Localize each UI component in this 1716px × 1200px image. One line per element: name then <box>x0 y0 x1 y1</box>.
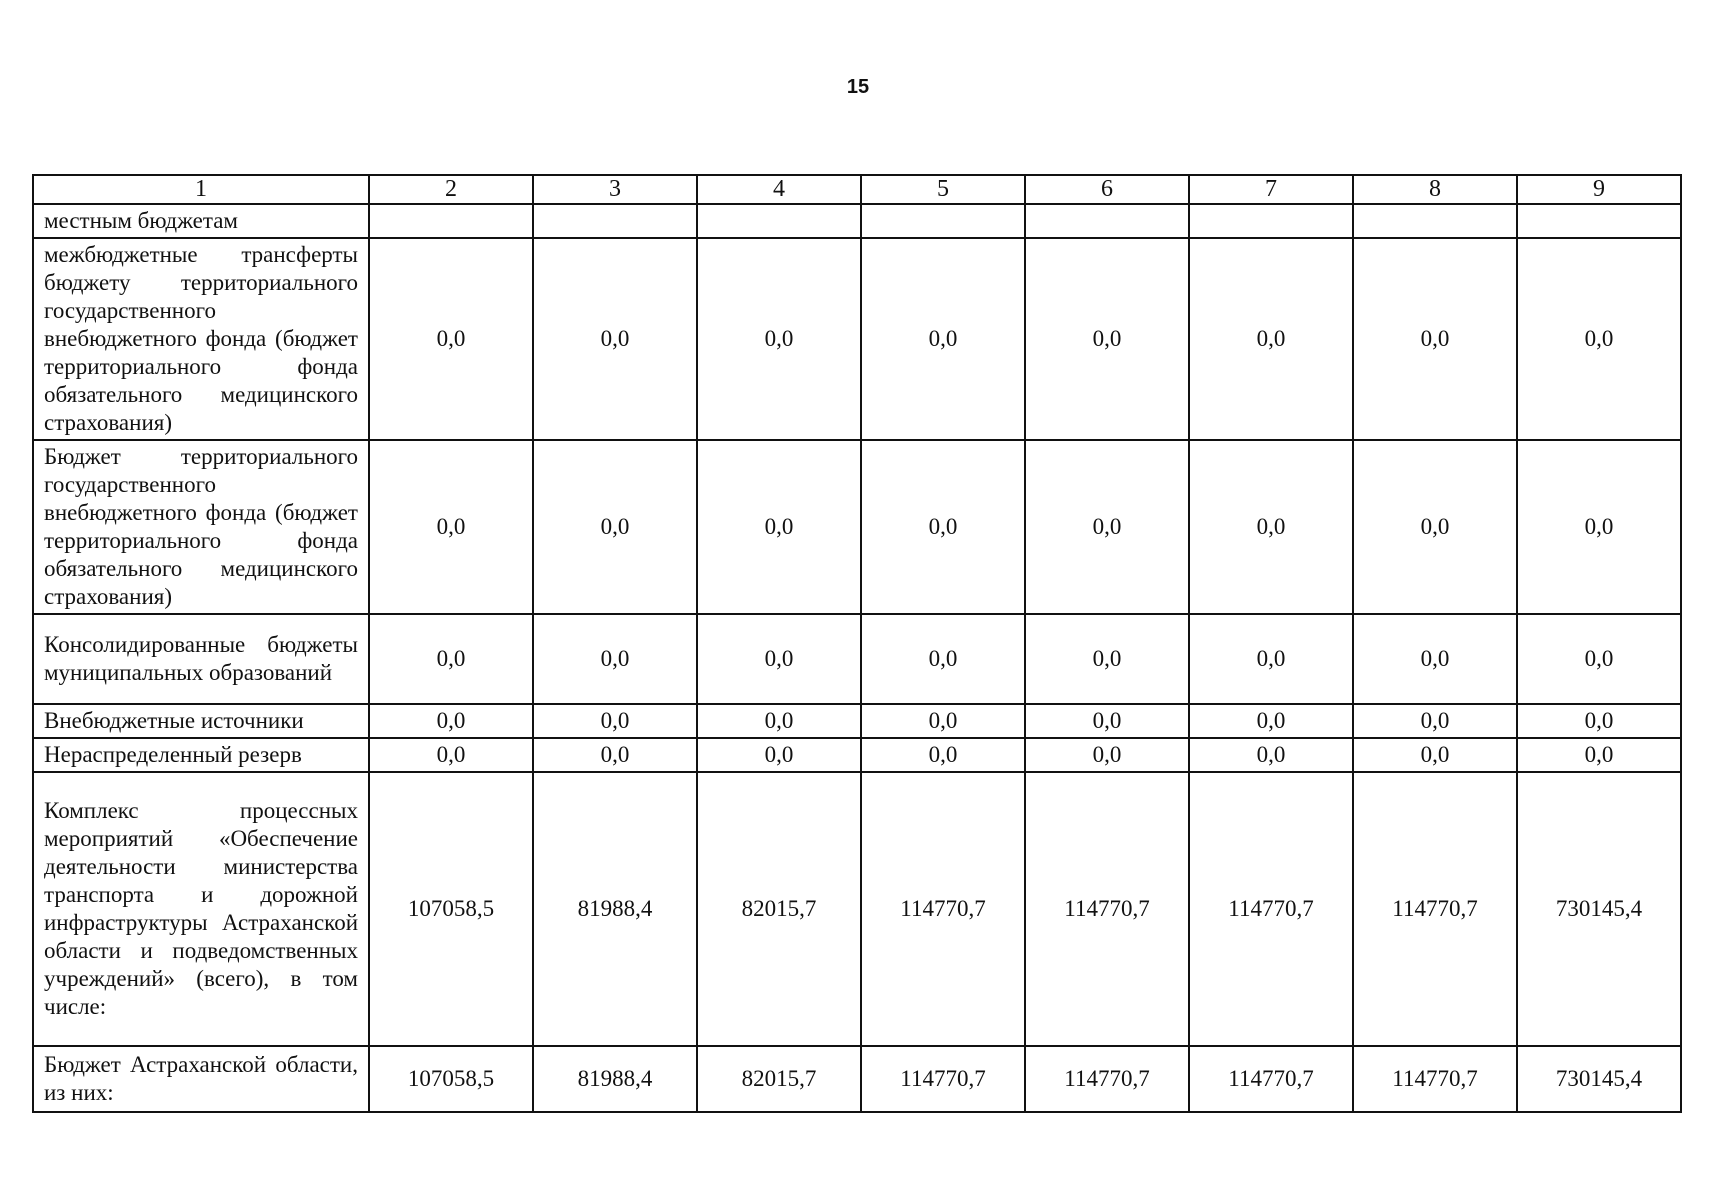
table-cell: 0,0 <box>1353 614 1517 704</box>
column-header: 6 <box>1025 175 1189 204</box>
row-label: местным бюджетам <box>33 204 369 238</box>
table-cell: 107058,5 <box>369 772 533 1046</box>
table-cell: 0,0 <box>1189 440 1353 614</box>
table-header-row <box>33 175 1681 204</box>
table-cell: 0,0 <box>1189 614 1353 704</box>
table-cell: 0,0 <box>369 738 533 772</box>
table-cell: 114770,7 <box>1025 772 1189 1046</box>
column-header: 8 <box>1353 175 1517 204</box>
table-cell: 0,0 <box>1189 238 1353 440</box>
table-row <box>33 1046 1681 1112</box>
table-cell: 114770,7 <box>1025 1046 1189 1112</box>
table-cell: 0,0 <box>861 738 1025 772</box>
table-cell: 114770,7 <box>861 1046 1025 1112</box>
table-cell: 0,0 <box>697 738 861 772</box>
table-cell: 0,0 <box>1353 704 1517 738</box>
table-cell: 81988,4 <box>533 772 697 1046</box>
column-header: 1 <box>33 175 369 204</box>
row-label: Бюджет территориального государственного внебюджетного фонда (бюджет территориального фонда обязательного медицинского страхования) <box>33 440 369 614</box>
row-label: Внебюджетные источники <box>33 704 369 738</box>
table-cell: 0,0 <box>1189 738 1353 772</box>
table-cell: 0,0 <box>861 238 1025 440</box>
table-cell <box>1189 204 1353 238</box>
row-label: Бюджет Астраханской области, из них: <box>33 1046 369 1112</box>
column-header: 2 <box>369 175 533 204</box>
table-cell: 0,0 <box>533 704 697 738</box>
table-cell: 0,0 <box>697 238 861 440</box>
table-row <box>33 704 1681 738</box>
table-cell: 0,0 <box>533 238 697 440</box>
table-cell: 0,0 <box>1025 614 1189 704</box>
table-cell <box>1353 204 1517 238</box>
table-cell: 730145,4 <box>1517 1046 1681 1112</box>
table-cell <box>533 204 697 238</box>
table-cell: 0,0 <box>861 440 1025 614</box>
table-cell: 0,0 <box>697 704 861 738</box>
table-cell: 114770,7 <box>861 772 1025 1046</box>
row-label: межбюджетные трансферты бюджету территориального государственного внебюджетного фонда (бюджет территориального фонда обязательного медицинского страхования) <box>33 238 369 440</box>
budget-table <box>32 174 1682 1113</box>
table-cell: 0,0 <box>1025 738 1189 772</box>
table-row <box>33 440 1681 614</box>
table-cell <box>861 204 1025 238</box>
table-cell: 0,0 <box>1517 440 1681 614</box>
column-header: 7 <box>1189 175 1353 204</box>
table-cell: 0,0 <box>1517 704 1681 738</box>
table-cell: 0,0 <box>369 238 533 440</box>
table-cell: 0,0 <box>697 614 861 704</box>
table-cell: 0,0 <box>861 614 1025 704</box>
table-cell: 82015,7 <box>697 772 861 1046</box>
table-cell: 0,0 <box>369 440 533 614</box>
table-cell <box>697 204 861 238</box>
table-cell <box>1025 204 1189 238</box>
column-header: 4 <box>697 175 861 204</box>
table-row <box>33 738 1681 772</box>
table-cell: 107058,5 <box>369 1046 533 1112</box>
table-cell: 0,0 <box>861 704 1025 738</box>
table-cell: 0,0 <box>1025 238 1189 440</box>
table-cell: 0,0 <box>533 614 697 704</box>
table-row <box>33 614 1681 704</box>
row-label: Консолидированные бюджеты муниципальных образований <box>33 614 369 704</box>
row-label: Комплекс процессных мероприятий «Обеспечение деятельности министерства транспорта и дорожной инфраструктуры Астраханской области и подведомственных учреждений» (всего), в том числе: <box>33 772 369 1046</box>
table-cell: 0,0 <box>533 738 697 772</box>
table-cell: 0,0 <box>533 440 697 614</box>
table-cell: 0,0 <box>1517 614 1681 704</box>
table-cell: 114770,7 <box>1353 1046 1517 1112</box>
table-cell: 0,0 <box>1353 238 1517 440</box>
table-row <box>33 238 1681 440</box>
table-cell: 0,0 <box>1025 440 1189 614</box>
table-cell: 0,0 <box>369 614 533 704</box>
table-cell: 0,0 <box>697 440 861 614</box>
table-row <box>33 204 1681 238</box>
table-cell <box>369 204 533 238</box>
table-cell: 0,0 <box>1025 704 1189 738</box>
table-cell: 82015,7 <box>697 1046 861 1112</box>
table-cell: 0,0 <box>1517 738 1681 772</box>
table-cell: 0,0 <box>1353 738 1517 772</box>
page-number: 15 <box>846 76 870 98</box>
row-label: Нераспределенный резерв <box>33 738 369 772</box>
table-cell: 114770,7 <box>1353 772 1517 1046</box>
table-cell <box>1517 204 1681 238</box>
table-cell: 114770,7 <box>1189 772 1353 1046</box>
column-header: 5 <box>861 175 1025 204</box>
table-cell: 81988,4 <box>533 1046 697 1112</box>
table-cell: 0,0 <box>1353 440 1517 614</box>
column-header: 3 <box>533 175 697 204</box>
table-cell: 114770,7 <box>1189 1046 1353 1112</box>
table-cell: 730145,4 <box>1517 772 1681 1046</box>
table-cell: 0,0 <box>1517 238 1681 440</box>
table-cell: 0,0 <box>1189 704 1353 738</box>
table-cell: 0,0 <box>369 704 533 738</box>
column-header: 9 <box>1517 175 1681 204</box>
table-row <box>33 772 1681 1046</box>
